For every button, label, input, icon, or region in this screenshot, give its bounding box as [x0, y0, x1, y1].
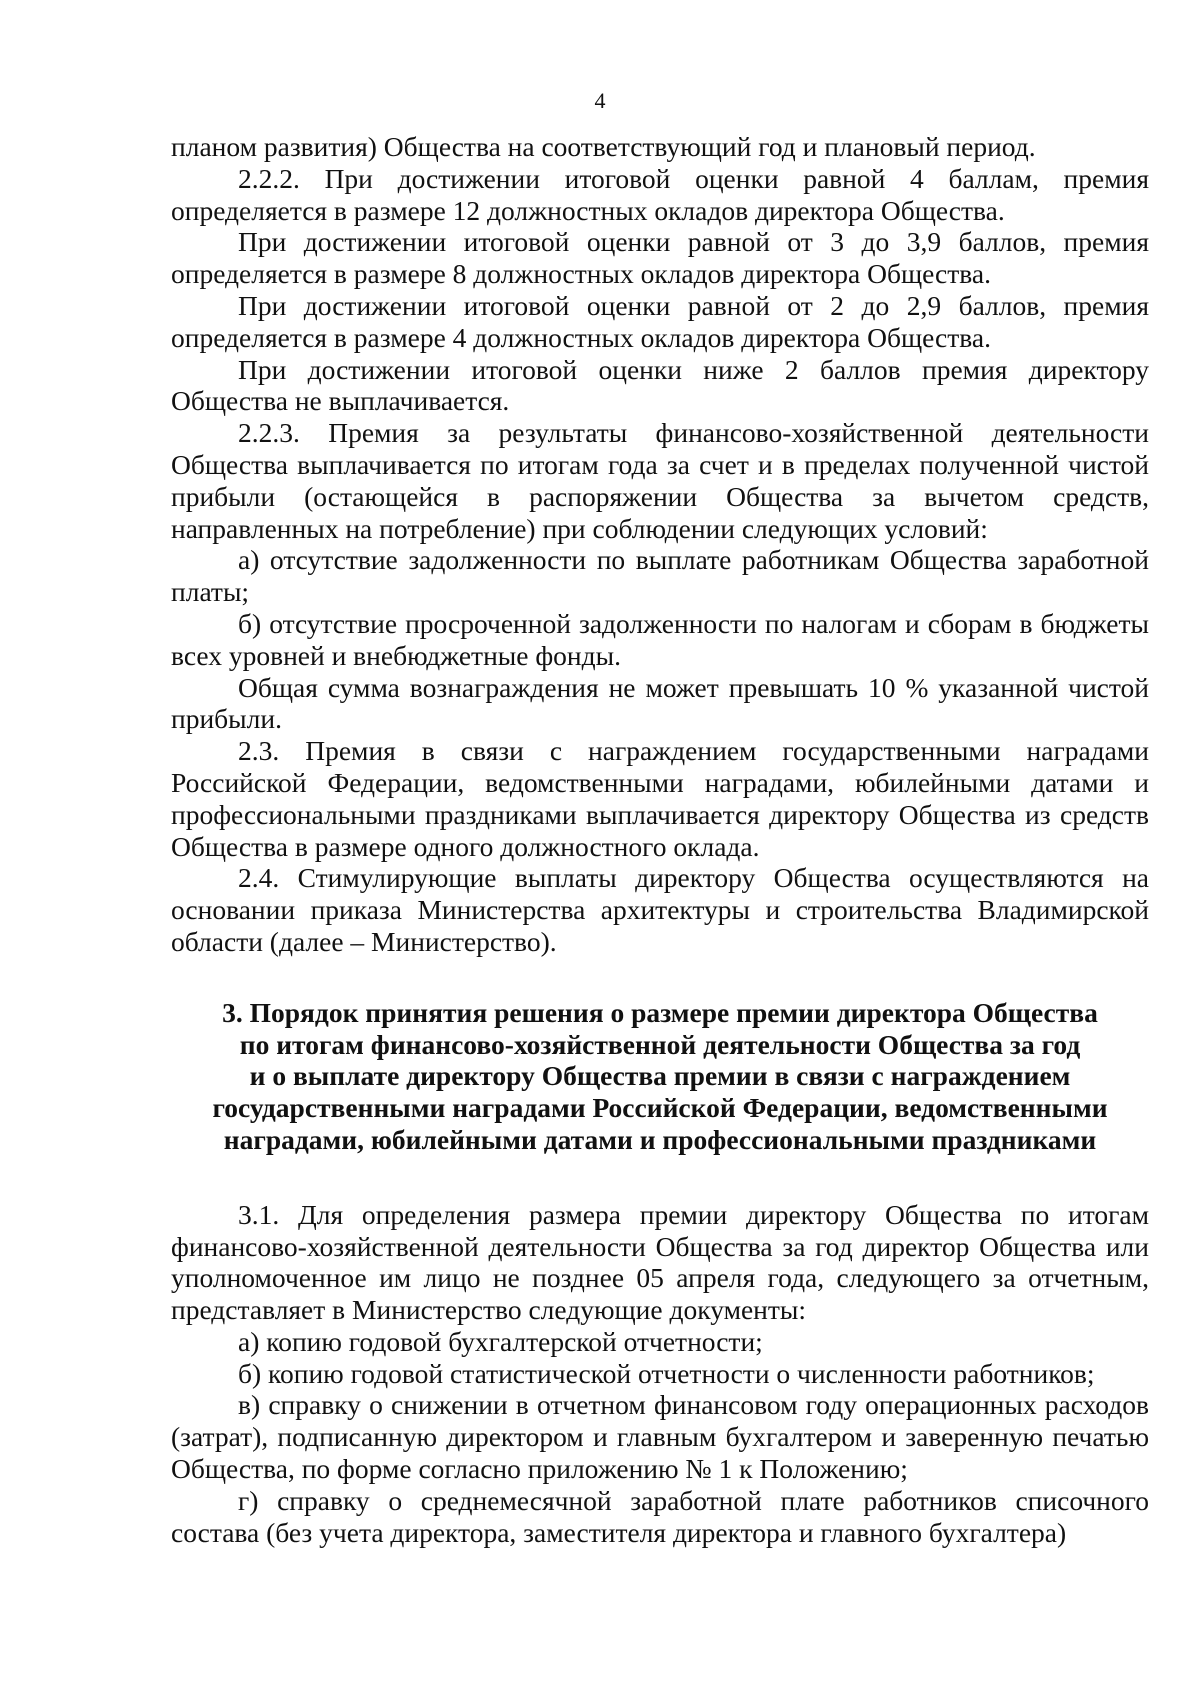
section-heading: [171, 997, 1149, 1156]
section-heading-line: по итогам финансово-хозяйственной деятельности Общества за год: [239, 1028, 1081, 1060]
paragraph: б) копию годовой статистической отчетности о численности работников;: [238, 1357, 1095, 1389]
paragraph: в) справку о снижении в отчетном финансовом году операционных расходов (затрат), подписанную директором и главным бухгалтером и заверенную печатью Общества, по форме согласно приложению № 1 к Положению;: [171, 1389, 1149, 1485]
paragraph: При достижении итоговой оценки равной от 3 до 3,9 баллов, премия определяется в размере 8 должностных окладов директора Общества.: [171, 226, 1149, 290]
paragraph: При достижении итоговой оценки ниже 2 баллов премия директору Общества не выплачивается.: [171, 353, 1149, 417]
document-body: [171, 131, 1149, 1548]
paragraph: Общая сумма вознаграждения не может превышать 10 % указанной чистой прибыли.: [171, 671, 1149, 735]
paragraph: 2.3. Премия в связи с награждением государственными наградами Российской Федерации, ведомственными наградами, юбилейными датами и профессиональными праздниками выплачивается директору Общества из средств Общества в размере одного должностного оклада.: [171, 735, 1149, 862]
section-heading-line: 3. Порядок принятия решения о размере премии директора Общества: [222, 996, 1098, 1028]
section-heading-line: и о выплате директору Общества премии в связи с награждением: [249, 1060, 1071, 1092]
paragraph: а) копию годовой бухгалтерской отчетности;: [238, 1325, 763, 1357]
paragraph: 2.4. Стимулирующие выплаты директору Общества осуществляются на основании приказа Министерства архитектуры и строительства Владимирской области (далее – Министерство).: [171, 862, 1149, 957]
section-heading-line: государственными наградами Российской Федерации, ведомственными: [212, 1092, 1108, 1124]
paragraph: 2.2.2. При достижении итоговой оценки равной 4 баллам, премия определяется в размере 12 должностных окладов директора Общества.: [171, 162, 1149, 226]
section-heading-line: наградами, юбилейными датами и профессиональными праздниками: [223, 1123, 1097, 1155]
page-number: 4: [594, 88, 606, 113]
paragraph: планом развития) Общества на соответствующий год и плановый период.: [171, 131, 1036, 162]
paragraph: б) отсутствие просроченной задолженности по налогам и сборам в бюджеты всех уровней и внебюджетные фонды.: [171, 607, 1149, 671]
paragraph: При достижении итоговой оценки равной от 2 до 2,9 баллов, премия определяется в размере 4 должностных окладов директора Общества.: [171, 289, 1149, 353]
paragraph: 3.1. Для определения размера премии директору Общества по итогам финансово-хозяйственной деятельности Общества за год директор Общества или уполномоченное им лицо не позднее 05 апреля года, следующего за отчетным, представляет в Министерство следующие документы:: [171, 1198, 1149, 1326]
paragraph: а) отсутствие задолженности по выплате работникам Общества заработной платы;: [171, 544, 1149, 608]
paragraph: 2.2.3. Премия за результаты финансово-хозяйственной деятельности Общества выплачивается по итогам года за счет и в пределах полученной чистой прибыли (остающейся в распоряжении Общества за вычетом средств, направленных на потребление) при соблюдении следующих условий:: [171, 417, 1149, 544]
paragraph: г) справку о среднемесячной заработной плате работников списочного состава (без учета директора, заместителя директора и главного бухгалтера): [171, 1484, 1149, 1548]
